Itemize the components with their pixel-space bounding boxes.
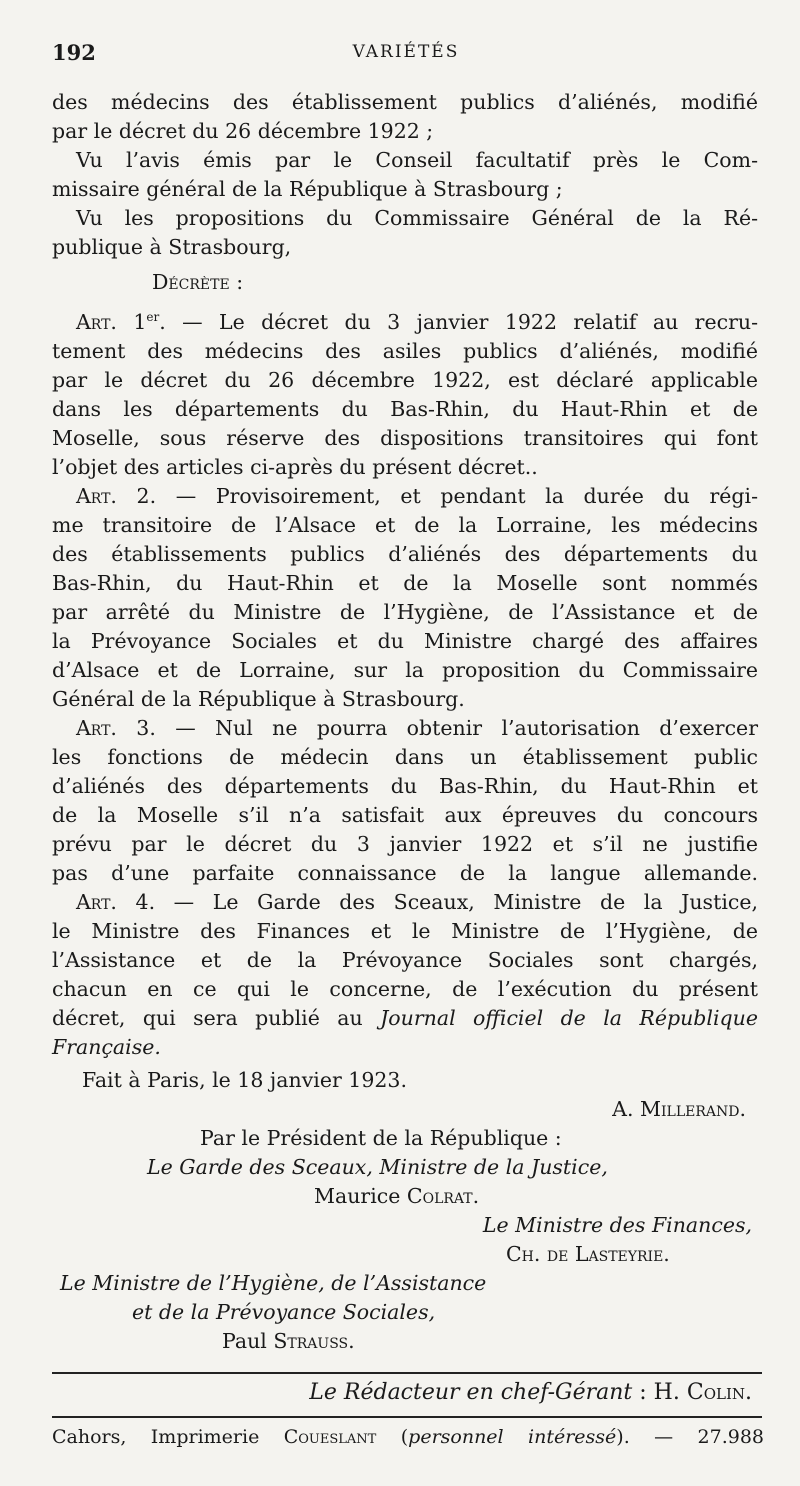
article-1-sup: er xyxy=(146,310,160,324)
imprint-note: personnel intéressé xyxy=(408,1426,617,1448)
article-2-label: Art. 2. xyxy=(76,483,157,508)
article-line: par arrêté du Ministre de l’Hygiène, de l’Assistance et de xyxy=(52,599,758,624)
lasteyrie-signature xyxy=(506,1240,762,1269)
article-line: prévu par le décret du 3 janvier 1922 et s’il ne justifie xyxy=(52,831,758,856)
journal-title-cont: Française. xyxy=(52,1034,161,1059)
article-line: me transitoire de l’Alsace et de la Lorraine, les médecins xyxy=(52,512,758,537)
printer-name: Coueslant xyxy=(283,1426,377,1448)
article-line: Bas-Rhin, du Haut-Rhin et de la Moselle sont nommés xyxy=(52,570,758,595)
signature-first-name: Paul xyxy=(222,1329,274,1353)
article-line: d’Alsace et de Lorraine, sur la proposition du Commissaire xyxy=(52,657,758,682)
article-line: Moselle, sous réserve des dispositions transitoires qui font xyxy=(52,425,758,450)
article-line xyxy=(52,1004,758,1033)
preamble-line: publique à Strasbourg, xyxy=(52,235,292,259)
article-line: les fonctions de médecin dans un établissement public xyxy=(52,744,758,769)
preamble-line: par le décret du 26 décembre 1922 ; xyxy=(52,119,434,143)
preamble-line: Vu les propositions du Commissaire Général de la Ré- xyxy=(76,206,758,230)
article-line: des établissements publics d’aliénés des départements du xyxy=(52,541,758,566)
imprint-text: ( xyxy=(376,1426,409,1448)
redacteur-label: Le Rédacteur en chef-Gérant xyxy=(309,1380,633,1405)
signature-first-name: Ch. de xyxy=(506,1242,575,1266)
article-line: — Provisoirement, et pendant la durée du régi- xyxy=(156,483,759,508)
article-line: pas d’une parfaite connaissance de la langue allemande. xyxy=(52,860,758,885)
signature-name: Colrat. xyxy=(406,1184,480,1208)
article-line: l’Assistance et de la Prévoyance Sociales sont chargés, xyxy=(52,947,758,972)
running-head: VARIÉTÉS xyxy=(352,42,460,62)
hygiene-title: Le Ministre de l’Hygiène, de l’Assistance xyxy=(60,1271,487,1295)
signature-name: Lasteyrie. xyxy=(574,1242,670,1266)
article-line: Général de la République à Strasbourg. xyxy=(52,686,465,711)
imprint-number: ). — 27.988 xyxy=(616,1426,765,1448)
colrat-signature xyxy=(314,1182,762,1211)
footer-rule-bottom xyxy=(52,1416,762,1418)
decree-text xyxy=(52,88,758,1062)
signature-block xyxy=(52,1066,762,1356)
article-line: . — Le décret du 3 janvier 1922 relatif au recru- xyxy=(159,309,759,334)
article-line: la Prévoyance Sociales et du Ministre chargé des affaires xyxy=(52,628,758,653)
article-line: dans les départements du Bas-Rhin, du Haut-Rhin et de xyxy=(52,396,758,421)
article-4-label: Art. 4. xyxy=(76,889,156,914)
article-line: tement des médecins des asiles publics d’aliénés, modifié xyxy=(52,338,758,363)
article-2-first-line xyxy=(52,482,758,511)
finances-title: Le Ministre des Finances, xyxy=(482,1213,752,1237)
article-1-first-line xyxy=(52,303,758,337)
article-3-first-line xyxy=(52,714,758,743)
redacteur-name: Colin. xyxy=(686,1380,752,1405)
redacteur-sep: : H. xyxy=(632,1380,687,1405)
preamble-line: missaire général de la République à Strasbourg ; xyxy=(52,177,563,201)
page-header xyxy=(52,40,760,70)
article-line: chacun en ce qui le concerne, de l’exécution du présent xyxy=(52,976,758,1001)
article-line: le Ministre des Finances et le Ministre de l’Hygiène, de xyxy=(52,918,758,943)
preamble-line: Vu l’avis émis par le Conseil facultatif près le Com- xyxy=(76,148,758,172)
imprint-line xyxy=(52,1426,764,1448)
article-line: par le décret du 26 décembre 1922, est déclaré applicable xyxy=(52,367,758,392)
article-line: — Le Garde des Sceaux, Ministre de la Justice, xyxy=(155,889,759,914)
journal-title: Journal officiel de la République xyxy=(380,1005,758,1030)
redacteur-line xyxy=(52,1380,752,1405)
preamble-line: des médecins des établissement publics d’aliénés, modifié xyxy=(52,90,758,114)
signature-name: Millerand. xyxy=(640,1097,746,1121)
imprint-text: Cahors, Imprimerie xyxy=(52,1426,284,1448)
signature-name: Strauss. xyxy=(273,1329,355,1353)
signature-first-name: Maurice xyxy=(314,1184,407,1208)
par-le-president: Par le Président de la République : xyxy=(200,1126,562,1150)
hygiene-title-cont: et de la Prévoyance Sociales, xyxy=(132,1300,436,1324)
article-line: l’objet des articles ci-après du présent décret.. xyxy=(52,454,538,479)
footer-rule-top xyxy=(52,1372,762,1374)
millerand-signature xyxy=(52,1095,762,1124)
article-line: de la Moselle s’il n’a satisfait aux épreuves du concours xyxy=(52,802,758,827)
signature-initial: A. xyxy=(612,1097,641,1121)
page-number: 192 xyxy=(52,40,96,65)
article-line-text: décret, qui sera publié au xyxy=(52,1005,381,1030)
article-line: — Nul ne pourra obtenir l’autorisation d’exercer xyxy=(155,715,758,740)
article-1-label: Art. 1 xyxy=(76,309,147,334)
article-line: d’aliénés des départements du Bas-Rhin, du Haut-Rhin et xyxy=(52,773,758,798)
article-4-first-line xyxy=(52,888,758,917)
garde-title: Le Garde des Sceaux, Ministre de la Justice, xyxy=(147,1155,608,1179)
strauss-signature xyxy=(222,1327,762,1356)
article-3-label: Art. 3. xyxy=(76,715,156,740)
date-line: Fait à Paris, le 18 janvier 1923. xyxy=(82,1068,407,1092)
decrete-heading: Décrète : xyxy=(152,270,244,294)
